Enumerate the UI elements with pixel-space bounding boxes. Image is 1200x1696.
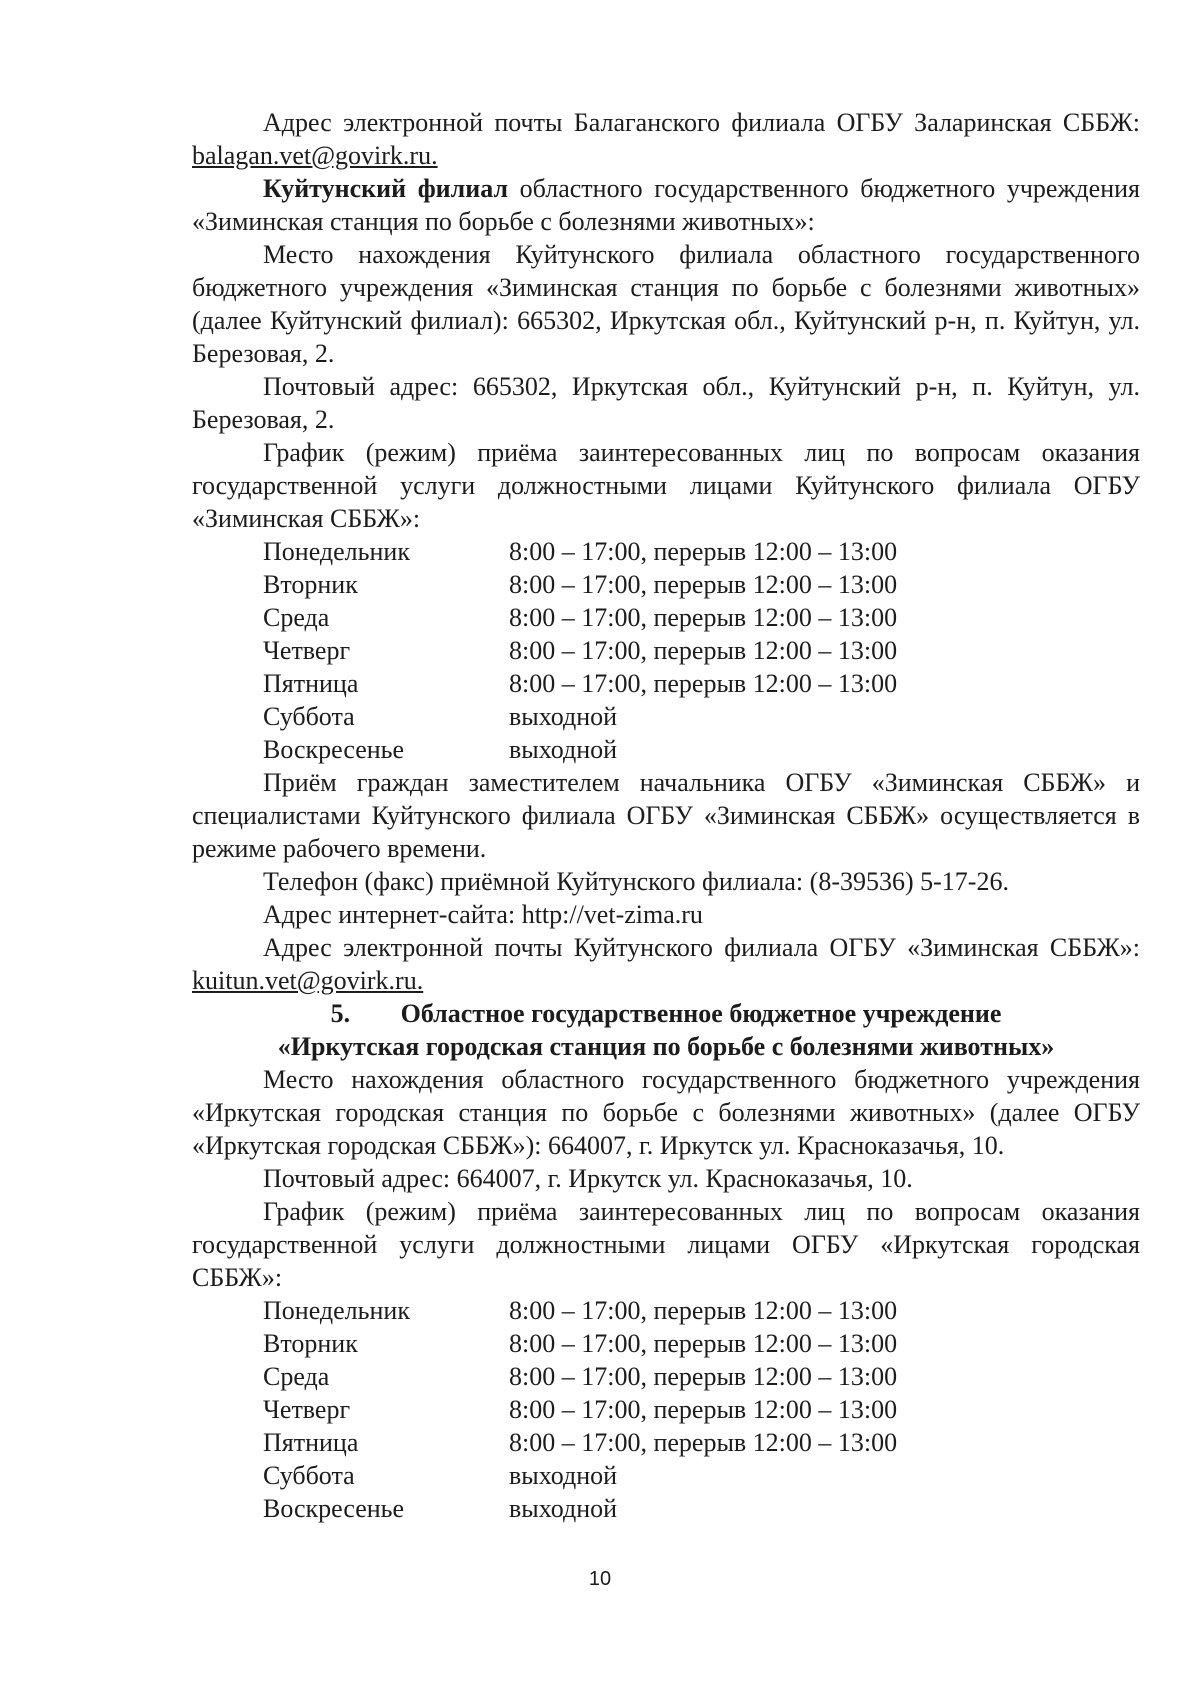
schedule-hours: 8:00 – 17:00, перерыв 12:00 – 13:00 xyxy=(509,603,898,632)
kuitun-branch-heading xyxy=(192,172,1140,238)
schedule-hours: выходной xyxy=(509,702,618,731)
kuitun-schedule-intro: График (режим) приёма заинтересованных лиц по вопросам оказания государственной услуги должностными лицами Куйтунского филиала ОГБУ «Зиминская СББЖ»: xyxy=(192,438,1140,533)
section-number: 5. xyxy=(330,999,351,1028)
kuitun-branch-title: Куйтунский филиал xyxy=(263,174,509,203)
kuitun-location-paragraph: Место нахождения Куйтунского филиала областного государственного бюджетного учреждения «Зиминская станция по борьбе с болезнями животных» (далее Куйтунский филиал): 665302, Иркутская обл., Куйтунский р-н, п. Куйтун, ул. Березовая, 2. xyxy=(192,240,1140,368)
schedule-hours: выходной xyxy=(509,1461,618,1490)
schedule-hours: выходной xyxy=(509,735,618,764)
schedule-row xyxy=(263,1393,1140,1426)
schedule-row xyxy=(263,634,1140,667)
schedule-hours: 8:00 – 17:00, перерыв 12:00 – 13:00 xyxy=(509,1428,898,1457)
schedule-day: Среда xyxy=(263,1362,330,1391)
schedule-day: Воскресенье xyxy=(263,1494,405,1523)
schedule-hours: 8:00 – 17:00, перерыв 12:00 – 13:00 xyxy=(509,570,898,599)
section-heading-line2: «Иркутская городская станция по борьбе с болезнями животных» xyxy=(277,1032,1055,1061)
schedule-hours: 8:00 – 17:00, перерыв 12:00 – 13:00 xyxy=(509,669,898,698)
schedule-row xyxy=(263,733,1140,766)
schedule-day: Вторник xyxy=(263,570,358,599)
irkutsk-schedule-table xyxy=(192,1294,1140,1525)
schedule-row xyxy=(263,1327,1140,1360)
kuitun-website: Адрес интернет-сайта: http://vet-zima.ru xyxy=(263,900,703,929)
schedule-day: Четверг xyxy=(263,1395,351,1424)
schedule-row xyxy=(263,535,1140,568)
schedule-day: Среда xyxy=(263,603,330,632)
schedule-day: Пятница xyxy=(263,669,359,698)
schedule-hours: выходной xyxy=(509,1494,618,1523)
document-body xyxy=(192,106,1140,1525)
schedule-day: Вторник xyxy=(263,1329,358,1358)
balagan-email-paragraph xyxy=(192,106,1140,172)
schedule-row xyxy=(263,1459,1140,1492)
balagan-email-label: Адрес электронной почты Балаганского филиала ОГБУ Заларинская СББЖ: xyxy=(263,108,1140,137)
schedule-row xyxy=(263,1294,1140,1327)
schedule-day: Воскресенье xyxy=(263,735,405,764)
schedule-row xyxy=(263,568,1140,601)
kuitun-phone: Телефон (факс) приёмной Куйтунского филиала: (8-39536) 5-17-26. xyxy=(263,867,1009,896)
schedule-hours: 8:00 – 17:00, перерыв 12:00 – 13:00 xyxy=(509,1362,898,1391)
kuitun-email-paragraph xyxy=(192,931,1140,997)
schedule-hours: 8:00 – 17:00, перерыв 12:00 – 13:00 xyxy=(509,1329,898,1358)
schedule-row xyxy=(263,1426,1140,1459)
schedule-day: Суббота xyxy=(263,702,355,731)
schedule-hours: 8:00 – 17:00, перерыв 12:00 – 13:00 xyxy=(509,636,898,665)
schedule-row xyxy=(263,667,1140,700)
schedule-row xyxy=(263,1360,1140,1393)
balagan-email-link[interactable]: balagan.vet@govirk.ru. xyxy=(192,141,438,170)
schedule-row xyxy=(263,1492,1140,1525)
schedule-day: Четверг xyxy=(263,636,351,665)
schedule-row xyxy=(263,601,1140,634)
irkutsk-postal-address: Почтовый адрес: 664007, г. Иркутск ул. Красноказачья, 10. xyxy=(263,1164,913,1193)
section-title-line1: Областное государственное бюджетное учреждение xyxy=(400,999,1002,1028)
schedule-hours: 8:00 – 17:00, перерыв 12:00 – 13:00 xyxy=(509,537,898,566)
section-heading xyxy=(192,997,1140,1030)
page-number: 10 xyxy=(588,1568,612,1590)
kuitun-branch-title-rest: областного государственного бюджетного учреждения «Зиминская станция по борьбе с болезнями животных»: xyxy=(192,174,1140,236)
irkutsk-schedule-intro: График (режим) приёма заинтересованных лиц по вопросам оказания государственной услуги должностными лицами ОГБУ «Иркутская городская СББЖ»: xyxy=(192,1197,1140,1292)
kuitun-email-label: Адрес электронной почты Куйтунского филиала ОГБУ «Зиминская СББЖ»: xyxy=(263,933,1140,962)
schedule-row xyxy=(263,700,1140,733)
irkutsk-location-paragraph: Место нахождения областного государственного бюджетного учреждения «Иркутская городская станция по борьбе с болезнями животных» (далее ОГБУ «Иркутская городская СББЖ»): 664007, г. Иркутск ул. Красноказачья, 10. xyxy=(192,1065,1140,1160)
schedule-day: Понедельник xyxy=(263,537,410,566)
kuitun-schedule-table xyxy=(192,535,1140,766)
schedule-hours: 8:00 – 17:00, перерыв 12:00 – 13:00 xyxy=(509,1296,898,1325)
schedule-hours: 8:00 – 17:00, перерыв 12:00 – 13:00 xyxy=(509,1395,898,1424)
kuitun-reception-paragraph: Приём граждан заместителем начальника ОГБУ «Зиминская СББЖ» и специалистами Куйтунского филиала ОГБУ «Зиминская СББЖ» осуществляется в режиме рабочего времени. xyxy=(192,768,1140,863)
schedule-day: Пятница xyxy=(263,1428,359,1457)
kuitun-email-link[interactable]: kuitun.vet@govirk.ru. xyxy=(192,966,424,995)
schedule-day: Суббота xyxy=(263,1461,355,1490)
schedule-day: Понедельник xyxy=(263,1296,410,1325)
kuitun-postal-address: Почтовый адрес: 665302, Иркутская обл., Куйтунский р-н, п. Куйтун, ул. Березовая, 2. xyxy=(192,372,1140,434)
